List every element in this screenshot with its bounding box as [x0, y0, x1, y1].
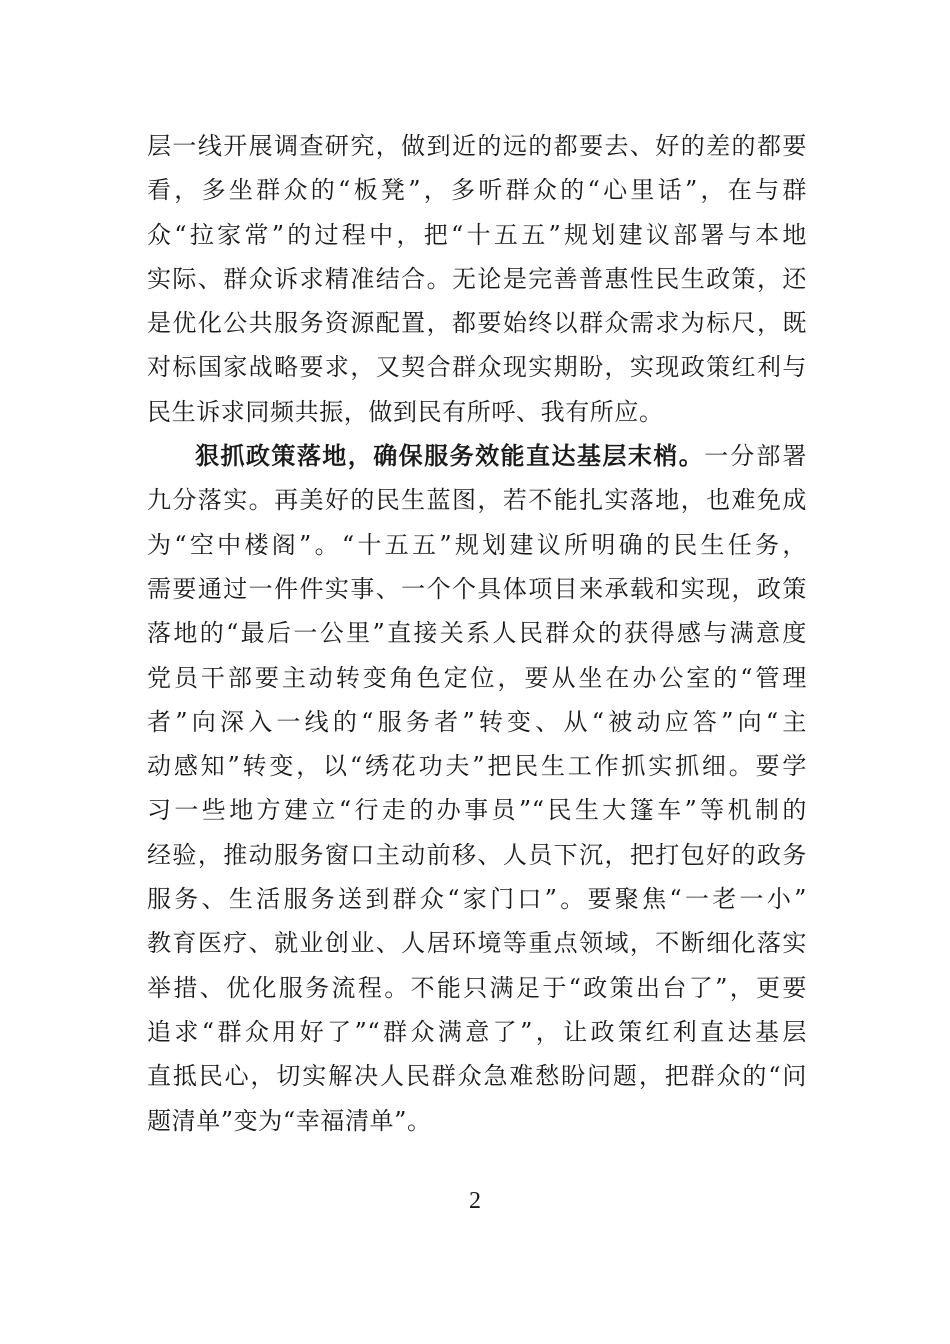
paragraph-1-line: 民生诉求同频共振，做到民有所呼、我有所应。 — [147, 397, 664, 426]
paragraph-2-line: 党员干部要主动转变角色定位，要从坐在办公室的“管理 — [147, 663, 807, 692]
paragraph-2-line: 经验，推动服务窗口主动前移、人员下沉，把打包好的政务 — [147, 840, 807, 869]
paragraph-1-line: 对标国家战略要求，又契合群众现实期盼，实现政策红利与 — [147, 353, 807, 382]
paragraph-1-line: 是优化公共服务资源配置，都要始终以群众需求为标尺，既 — [147, 309, 807, 338]
paragraph-2-line: 直抵民心，切实解决人民群众急难愁盼问题，把群众的“问 — [147, 1062, 807, 1091]
paragraph-2-lead-heading: 狠抓政策落地，确保服务效能直达基层末梢。 — [195, 442, 705, 471]
paragraph-2-line: 动感知”转变，以“绣花功夫”把民生工作抓实抓细。要学 — [147, 752, 807, 781]
paragraph-1-line: 众“拉家常”的过程中，把“十五五”规划建议部署与本地 — [147, 220, 807, 249]
page-number: 2 — [469, 1188, 481, 1214]
paragraph-2-line: 落地的“最后一公里”直接关系人民群众的获得感与满意度 — [147, 619, 807, 648]
paragraph-2-line: 习一些地方建立“行走的办事员”“民生大篷车”等机制的 — [147, 796, 807, 825]
paragraph-2-line: 服务、生活服务送到群众“家门口”。要聚焦“一老一小” — [147, 885, 807, 914]
paragraph-2-first-line-rest: 一分部署 — [704, 442, 808, 471]
paragraph-2-line: 为“空中楼阁”。“十五五”规划建议所明确的民生任务， — [147, 530, 807, 559]
paragraph-2-line: 需要通过一件件实事、一个个具体项目来承载和实现，政策 — [147, 574, 807, 603]
paragraph-2-line: 教育医疗、就业创业、人居环境等重点领域，不断细化落实 — [147, 929, 807, 958]
paragraph-2-line: 题清单”变为“幸福清单”。 — [147, 1106, 432, 1135]
paragraph-2-line: 追求“群众用好了”“群众满意了”，让政策红利直达基层 — [147, 1017, 807, 1046]
paragraph-2-line: 举措、优化服务流程。不能只满足于“政策出台了”，更要 — [147, 973, 807, 1002]
paragraph-1-line: 看，多坐群众的“板凳”，多听群众的“心里话”，在与群 — [147, 176, 807, 205]
paragraph-2-line: 九分落实。再美好的民生蓝图，若不能扎实落地，也难免成 — [147, 486, 807, 515]
paragraph-1-line: 实际、群众诉求精准结合。无论是完善普惠性民生政策，还 — [147, 264, 807, 293]
paragraph-2-line: 者”向深入一线的“服务者”转变、从“被动应答”向“主 — [147, 707, 807, 736]
body-text — [147, 124, 807, 1143]
paragraph-2-first-line — [147, 434, 807, 478]
paragraph-1-line: 层一线开展调查研究，做到近的远的都要去、好的差的都要 — [147, 132, 807, 160]
